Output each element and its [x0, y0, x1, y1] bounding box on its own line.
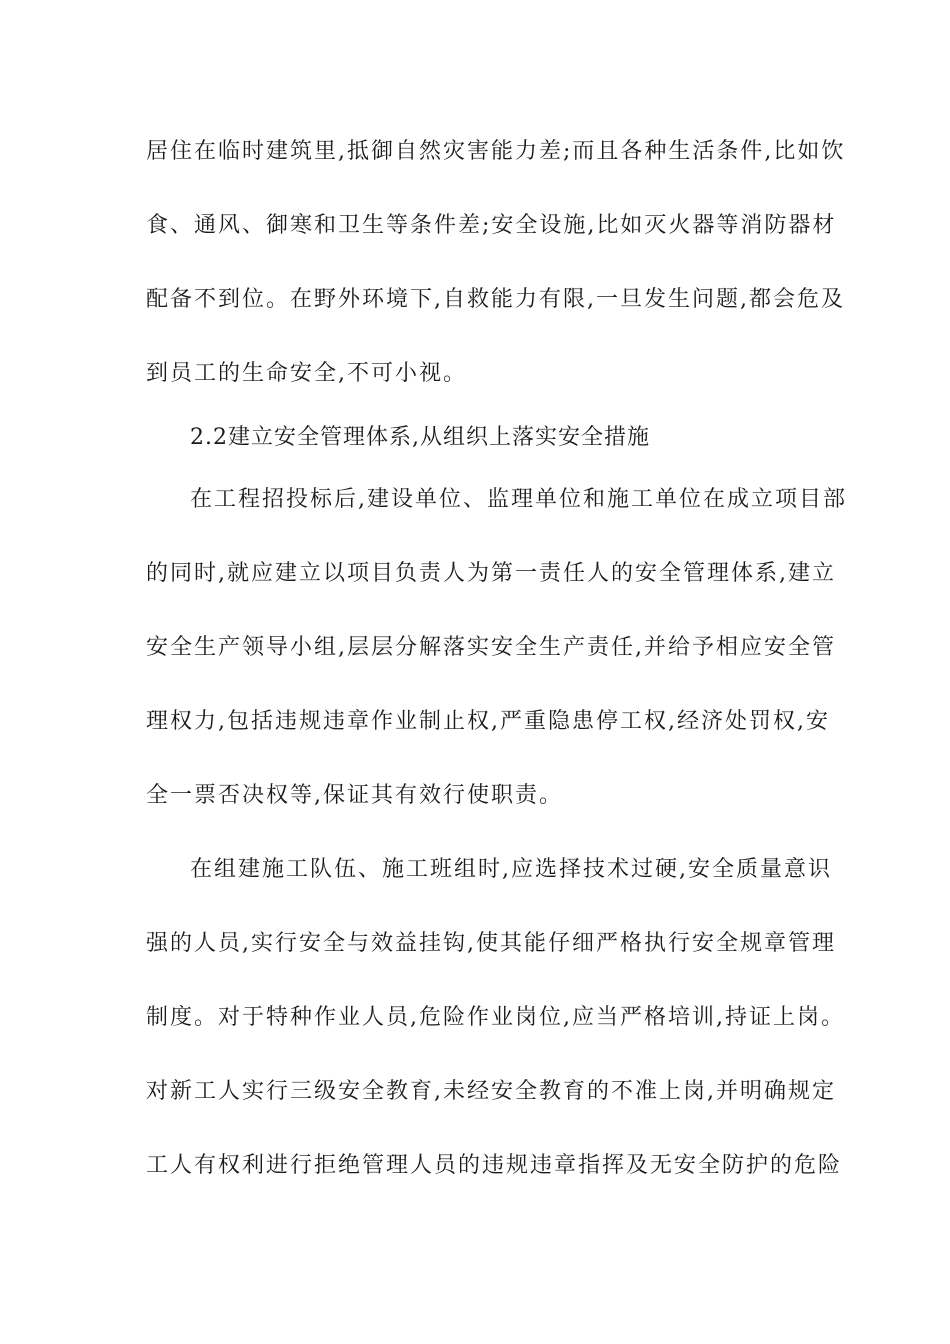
paragraph-line: 居住在临时建筑里,抵御自然灾害能力差;而且各种生活条件,比如饮 [146, 139, 846, 164]
paragraph-line: 安全生产领导小组,层层分解落实安全生产责任,并给予相应安全管 [146, 635, 836, 660]
paragraph-line: 理权力,包括违规违章作业制止权,严重隐患停工权,经济处罚权,安 [146, 709, 830, 734]
paragraph-line: 工人有权利进行拒绝管理人员的违规违章指挥及无安全防护的危险 [146, 1153, 843, 1178]
paragraph-line: 到员工的生命安全,不可小视。 [146, 361, 467, 386]
paragraph-line: 在组建施工队伍、施工班组时,应选择技术过硬,安全质量意识 [190, 857, 832, 882]
paragraph-line: 强的人员,实行安全与效益挂钩,使其能仔细严格执行安全规章管理 [146, 931, 836, 956]
paragraph-line: 制度。对于特种作业人员,危险作业岗位,应当严格培训,持证上岗。 [146, 1005, 845, 1030]
paragraph-line: 全一票否决权等,保证其有效行使职责。 [146, 783, 563, 808]
paragraph-line: 对新工人实行三级安全教育,未经安全教育的不准上岗,并明确规定 [146, 1079, 836, 1104]
paragraph-line: 在工程招投标后,建设单位、监理单位和施工单位在成立项目部 [190, 487, 847, 512]
paragraph-line: 的同时,就应建立以项目负责人为第一责任人的安全管理体系,建立 [146, 561, 836, 586]
paragraph-line: 配备不到位。在野外环境下,自救能力有限,一旦发生问题,都会危及 [146, 287, 845, 312]
paragraph-line: 食、通风、御寒和卫生等条件差;安全设施,比如灭火器等消防器材 [146, 213, 837, 238]
section-heading: 2.2建立安全管理体系,从组织上落实安全措施 [190, 425, 650, 450]
